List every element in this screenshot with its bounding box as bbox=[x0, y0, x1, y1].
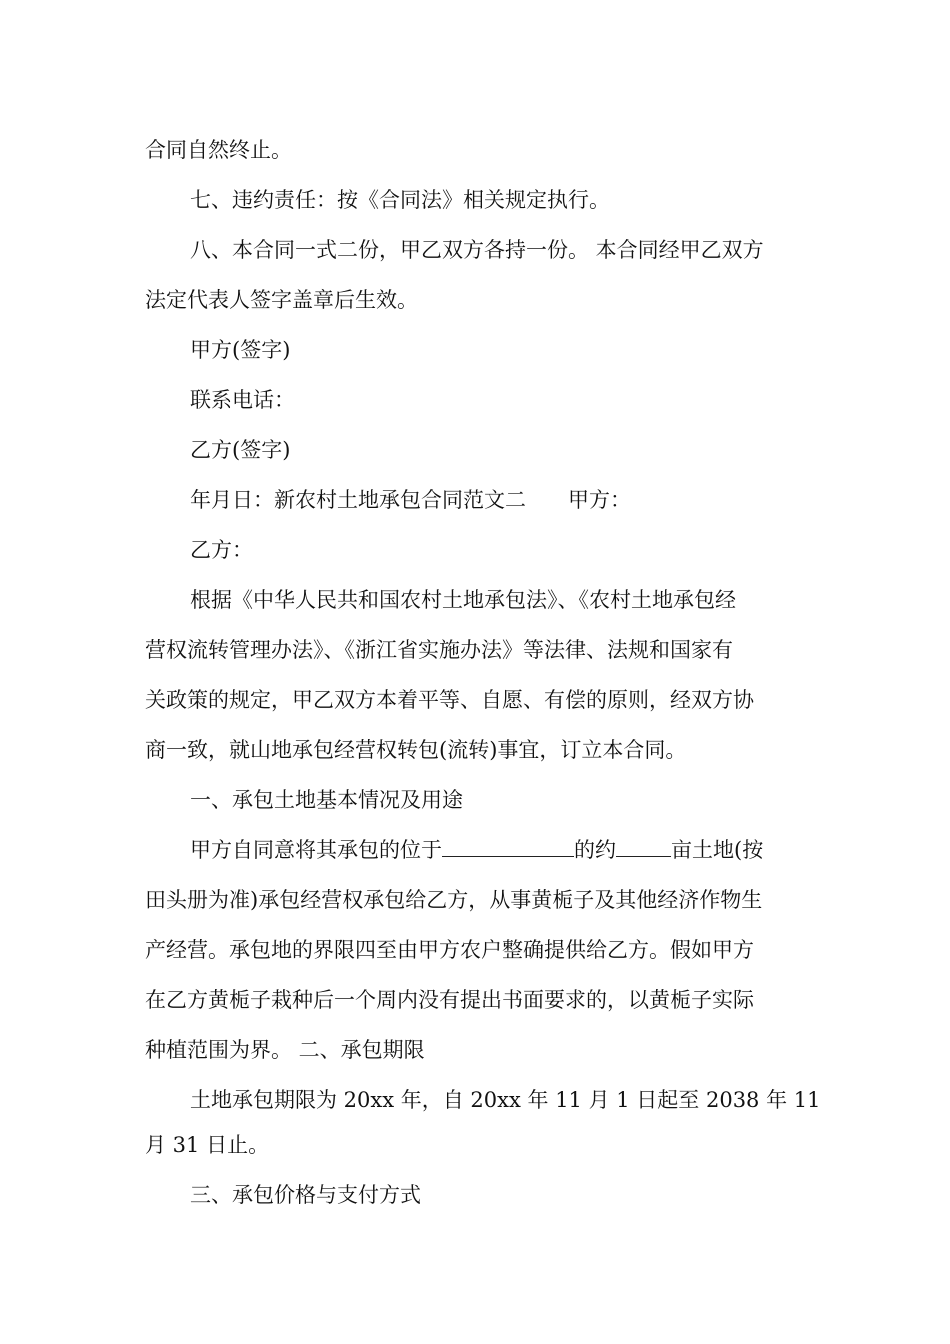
text-line: 根据《中华人民共和国农村土地承包法》、《农村土地承包经 bbox=[190, 588, 736, 612]
text-line: 产经营。承包地的界限四至由甲方农户整确提供给乙方。假如甲方 bbox=[145, 938, 754, 962]
text-segment: 甲方自同意将其承包的位于 bbox=[190, 838, 442, 862]
text-line: 营权流转管理办法》、《浙江省实施办法》等法律、法规和国家有 bbox=[145, 638, 733, 662]
text-line: 田头册为准)承包经营权承包给乙方，从事黄栀子及其他经济作物生 bbox=[145, 888, 763, 912]
text-line: 法定代表人签字盖章后生效。 bbox=[145, 288, 418, 312]
section-heading: 一、承包土地基本情况及用途 bbox=[190, 788, 463, 812]
text-line: 甲方(签字) bbox=[190, 338, 291, 362]
text-line: 月 31 日止。 bbox=[145, 1133, 270, 1157]
text-line: 八、本合同一式二份，甲乙双方各持一份。 本合同经甲乙双方 bbox=[190, 238, 764, 262]
text-segment: 亩土地(按 bbox=[671, 838, 764, 862]
text-line: 年月日：新农村土地承包合同范文二 甲方： bbox=[190, 488, 631, 512]
text-line: 合同自然终止。 bbox=[145, 138, 292, 162]
text-line: 乙方(签字) bbox=[190, 438, 291, 462]
text-line: 在乙方黄栀子栽种后一个周内没有提出书面要求的，以黄栀子实际 bbox=[145, 988, 754, 1012]
text-line: 土地承包期限为 20xx 年，自 20xx 年 11 月 1 日起至 2038 年 11 bbox=[190, 1088, 821, 1112]
text-segment: 的约 bbox=[574, 838, 616, 862]
text-line: 七、违约责任：按《合同法》相关规定执行。 bbox=[190, 188, 610, 212]
text-line: 联系电话： bbox=[190, 388, 295, 412]
fill-in-blank bbox=[442, 838, 574, 857]
text-line: 种植范围为界。 二、承包期限 bbox=[145, 1038, 425, 1062]
fill-in-blank bbox=[616, 838, 671, 857]
section-heading: 三、承包价格与支付方式 bbox=[190, 1183, 421, 1207]
text-line: 商一致，就山地承包经营权转包(流转)事宜，订立本合同。 bbox=[145, 738, 687, 762]
text-line: 关政策的规定，甲乙双方本着平等、自愿、有偿的原则，经双方协 bbox=[145, 688, 754, 712]
text-line-with-blanks bbox=[190, 825, 763, 875]
text-line: 乙方： bbox=[190, 538, 253, 562]
